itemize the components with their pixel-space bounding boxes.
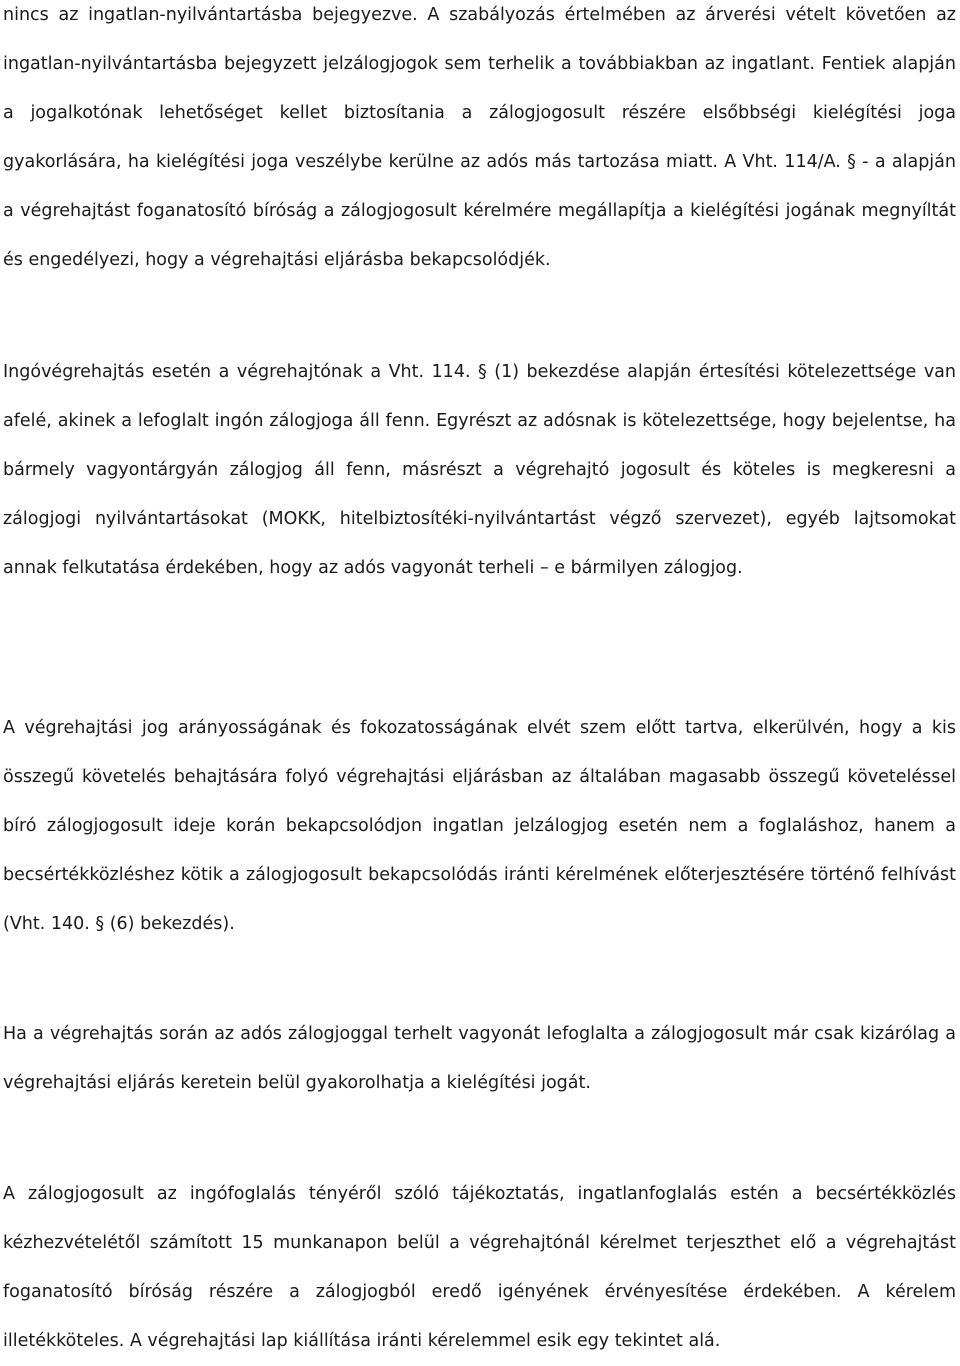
paragraph-4: Ha a végrehajtás során az adós zálogjoggal terhelt vagyonát lefoglalta a zálogjogosult már csak kizárólag a végrehajtási eljárás keretein belül gyakorolhatja a kielégítési jogát. xyxy=(3,1024,956,1093)
paragraph-5: A zálogjogosult az ingófoglalás tényéről szóló tájékoztatás, ingatlanfoglalás estén a becsértékközlés kézhezvételétől számított 15 munkanapon belül a végrehajtónál kérelmet terjeszthet elő a végrehajtást foganatosító bíróság részére a zálogjogból eredő igényének érvényesítése érdekében. A kérelem illetékköteles. A végrehajtási lap kiállítása iránti kérelemmel esik egy tekintet alá. xyxy=(3,1184,956,1351)
paragraph-2: Ingóvégrehajtás esetén a végrehajtónak a Vht. 114. § (1) bekezdése alapján értesítési kötelezettsége van afelé, akinek a lefoglalt ingón zálogjoga áll fenn. Egyrészt az adósnak is kötelezettsége, hogy bejelentse, ha bármely vagyontárgyán zálogjog áll fenn, másrészt a végrehajtó jogosult és köteles is megkeresni a zálogjogi nyilvántartásokat (MOKK, hitelbiztosítéki-nyilvántartást végző szervezet), egyéb lajtsomokat annak felkutatása érdekében, hogy az adós vagyonát terheli – e bármilyen zálogjog. xyxy=(3,362,956,578)
paragraph-3: A végrehajtási jog arányosságának és fokozatosságának elvét szem előtt tartva, elkerülvén, hogy a kis összegű követelés behajtására folyó végrehajtási eljárásban az általában magasabb összegű követeléssel bíró zálogjogosult ideje korán bekapcsolódjon ingatlan jelzálogjog esetén nem a foglaláshoz, hanem a becsértékközléshez kötik a zálogjogosult bekapcsolódás iránti kérelmének előterjesztésére történő felhívást (Vht. 140. § (6) bekezdés). xyxy=(3,718,956,934)
paragraph-1: nincs az ingatlan-nyilvántartásba bejegyezve. A szabályozás értelmében az árverési vételt követően az ingatlan-nyilvántartásba bejegyzett jelzálogjogok sem terhelik a továbbiakban az ingatlant. Fentiek alapján a jogalkotónak lehetőséget kellet biztosítania a zálogjogosult részére elsőbbségi kielégítési joga gyakorlására, ha kielégítési joga veszélybe kerülne az adós más tartozása miatt. A Vht. 114/A. § - a alapján a végrehajtást foganatosító bíróság a zálogjogosult kérelmére megállapítja a kielégítési jogának megnyíltát és engedélyezi, hogy a végrehajtási eljárásba bekapcsolódjék. xyxy=(3,5,956,270)
